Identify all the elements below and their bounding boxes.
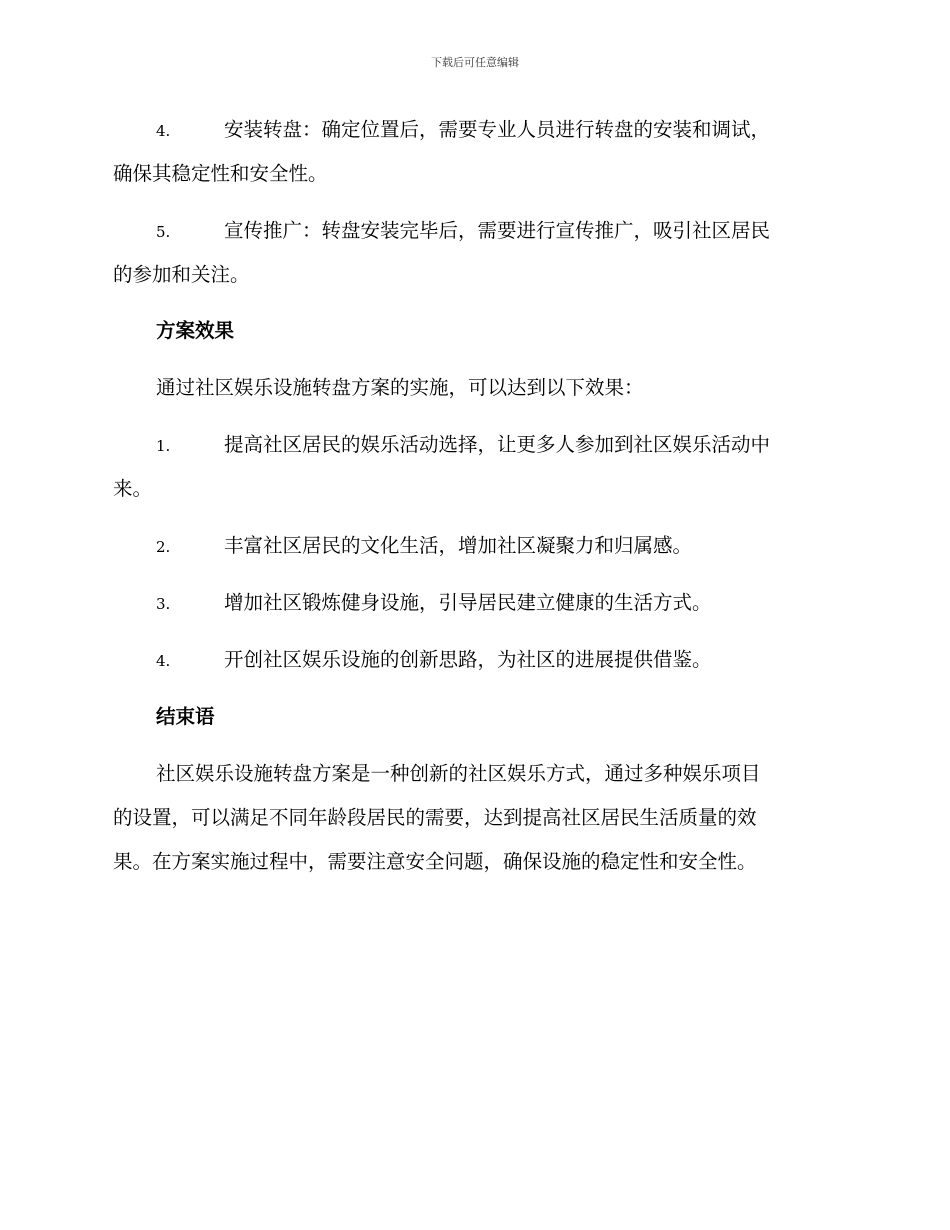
page-header-note: 下载后可任意编辑 [431,56,519,69]
list-item [113,108,838,196]
list-item [113,638,838,682]
list-text: 安装转盘：确定位置后，需要专业人员进行转盘的安装和调试， [224,118,771,141]
list-number: 4. [156,122,171,140]
section-heading-conclusion: 结束语 [156,705,215,728]
list-item [113,209,838,297]
document-body [113,108,838,884]
list-text: 丰富社区居民的文化生活，增加社区凝聚力和归属感。 [224,534,693,557]
list-item-continuation: 来。 [113,477,153,500]
list-item [113,524,838,568]
conclusion-paragraph [113,752,838,884]
list-item-continuation: 的参加和关注。 [113,263,250,286]
effects-intro: 通过社区娱乐设施转盘方案的实施，可以达到以下效果： [156,376,644,399]
list-item-line [113,209,838,253]
list-text: 提高社区居民的娱乐活动选择，让更多人参加到社区娱乐活动中 [224,433,771,456]
paragraph-line: 社区娱乐设施转盘方案是一种创新的社区娱乐方式，通过多种娱乐项目 [156,762,761,785]
list-text: 宣传推广：转盘安装完毕后，需要进行宣传推广，吸引社区居民 [224,219,771,242]
paragraph-line: 的设置，可以满足不同年龄段居民的需要，达到提高社区居民生活质量的效 [113,806,757,829]
list-item-continuation: 确保其稳定性和安全性。 [113,162,328,185]
section-heading-effects: 方案效果 [156,319,235,342]
paragraph-line: 果。在方案实施过程中，需要注意安全问题，确保设施的稳定性和安全性。 [113,850,757,873]
list-number: 4. [156,652,171,670]
list-item [113,423,838,511]
list-item [113,581,838,625]
list-number: 1. [156,437,171,455]
list-text: 增加社区锻炼健身设施，引导居民建立健康的生活方式。 [224,591,712,614]
list-item-line [113,108,838,152]
list-item-line [113,423,838,467]
list-number: 2. [156,538,171,556]
list-number: 5. [156,223,171,241]
list-text: 开创社区娱乐设施的创新思路，为社区的进展提供借鉴。 [224,648,712,671]
list-number: 3. [156,595,171,613]
